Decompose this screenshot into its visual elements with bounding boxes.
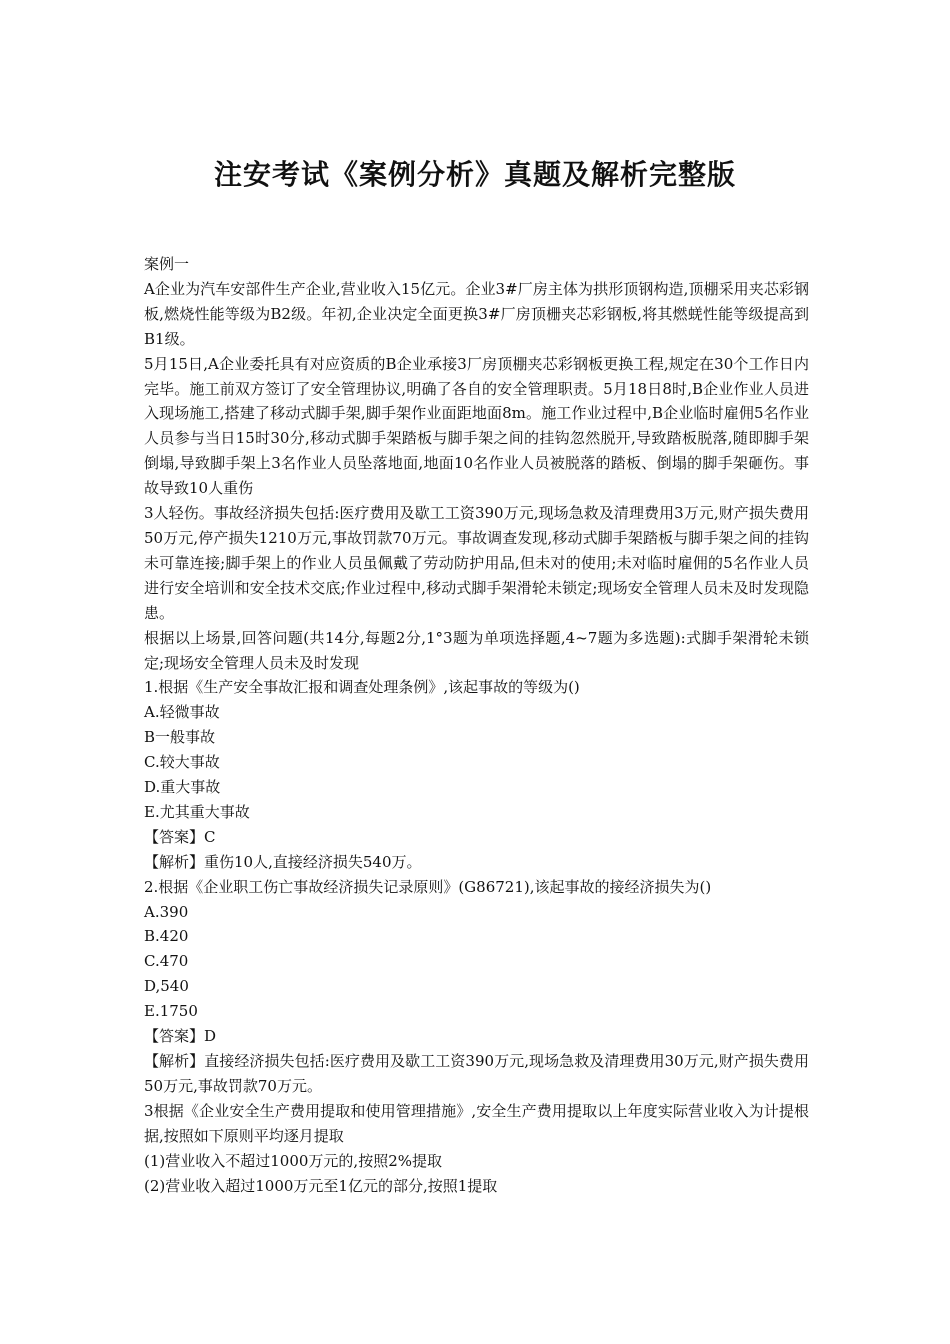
question-2-answer: 【答案】D: [144, 1027, 217, 1046]
case-paragraph-2: 5月15日,A企业委托具有对应资质的B企业承接3厂房顶棚夹芯彩钢板更换工程,规定在30个工作日内完毕。施工前双方签订了安全管理协议,明确了各自的安全管理职责。5月18日8时,B企业作业人员进入现场施工,搭建了移动式脚手架,脚手架作业面距地面8m。施工作业过程中,B企业临时雇佣5名作业人员参与当日15时30分,移动式脚手架踏板与脚手架之间的挂钩忽然脱开,导致踏板脱落,随即脚手架倒塌,导致脚手架上3名作业人员坠落地面,地面10名作业人员被脱落的踏板、倒塌的脚手架砸伤。事故导致10人重伤: [144, 354, 809, 498]
question-1-option-e: E.尤其重大事故: [144, 802, 250, 821]
question-2-option-a: A.390: [144, 902, 189, 921]
section-heading: 案例一: [144, 255, 190, 273]
question-1-option-b: B一般事故: [144, 728, 216, 747]
document-body: [144, 252, 809, 1198]
question-1-option-d: D.重大事故: [144, 778, 221, 797]
question-2-option-b: B.420: [144, 927, 189, 946]
question-2-explanation: 【解析】直接经济损失包括:医疗费用及歇工工资390万元,现场急救及清理费用30万元,财产损失费用50万元,事故罚款70万元。: [144, 1052, 809, 1095]
question-3-rule-2: (2)营业收入超过1000万元至1亿元的部分,按照1提取: [144, 1176, 498, 1195]
question-1-explanation: 【解析】重伤10人,直接经济损失540万。: [144, 852, 422, 871]
question-2-option-c: C.470: [144, 952, 189, 971]
question-1-answer: 【答案】C: [144, 827, 216, 846]
question-2-option-e: E.1750: [144, 1002, 198, 1021]
question-3-rule-1: (1)营业收入不超过1000万元的,按照2%提取: [144, 1151, 442, 1170]
question-instructions: 根据以上场景,回答问题(共14分,每题2分,1°3题为单项选择题,4~7题为多选题):式脚手架滑轮未锁定;现场安全管理人员未及时发现: [144, 628, 809, 672]
question-2: 2.根据《企业职工伤亡事故经济损失记录原则》(G86721),该起事故的接经济损失为(): [144, 877, 712, 896]
document-title: 注安考试《案例分析》真题及解析完整版: [213, 158, 736, 191]
question-1: 1.根据《生产安全事故汇报和调查处理条例》,该起事故的等级为(): [144, 678, 580, 697]
question-2-option-d: D,540: [144, 977, 189, 996]
question-1-option-a: A.轻微事故: [144, 703, 220, 722]
question-3: 3根据《企业安全生产费用提取和使用管理措施》,安全生产费用提取以上年度实际营业收入为计提根据,按照如下原则平均逐月提取: [144, 1101, 809, 1145]
case-paragraph-3: 3人轻伤。事故经济损失包括:医疗费用及歇工工资390万元,现场急救及清理费用3万元,财产损失费用50万元,停产损失1210万元,事故罚款70万元。事故调查发现,移动式脚手架踏板与脚手架之间的挂钩未可靠连接;脚手架上的作业人员虽佩戴了劳动防护用品,但未对的使用;未对临时雇佣的5名作业人员进行安全培训和安全技术交底;作业过程中,移动式脚手架滑轮未锁定;现场安全管理人员未及时发现隐患。: [144, 504, 809, 622]
case-paragraph-1: A企业为汽车安部件生产企业,营业收入15亿元。企业3#厂房主体为拱形顶钢构造,顶棚采用夹芯彩钢板,燃烧性能等级为B2级。年初,企业决定全面更换3#厂房顶栅夹芯彩钢板,将其燃蜣性能等级提高到B1级。: [144, 279, 809, 348]
question-1-option-c: C.较大事故: [144, 753, 220, 772]
